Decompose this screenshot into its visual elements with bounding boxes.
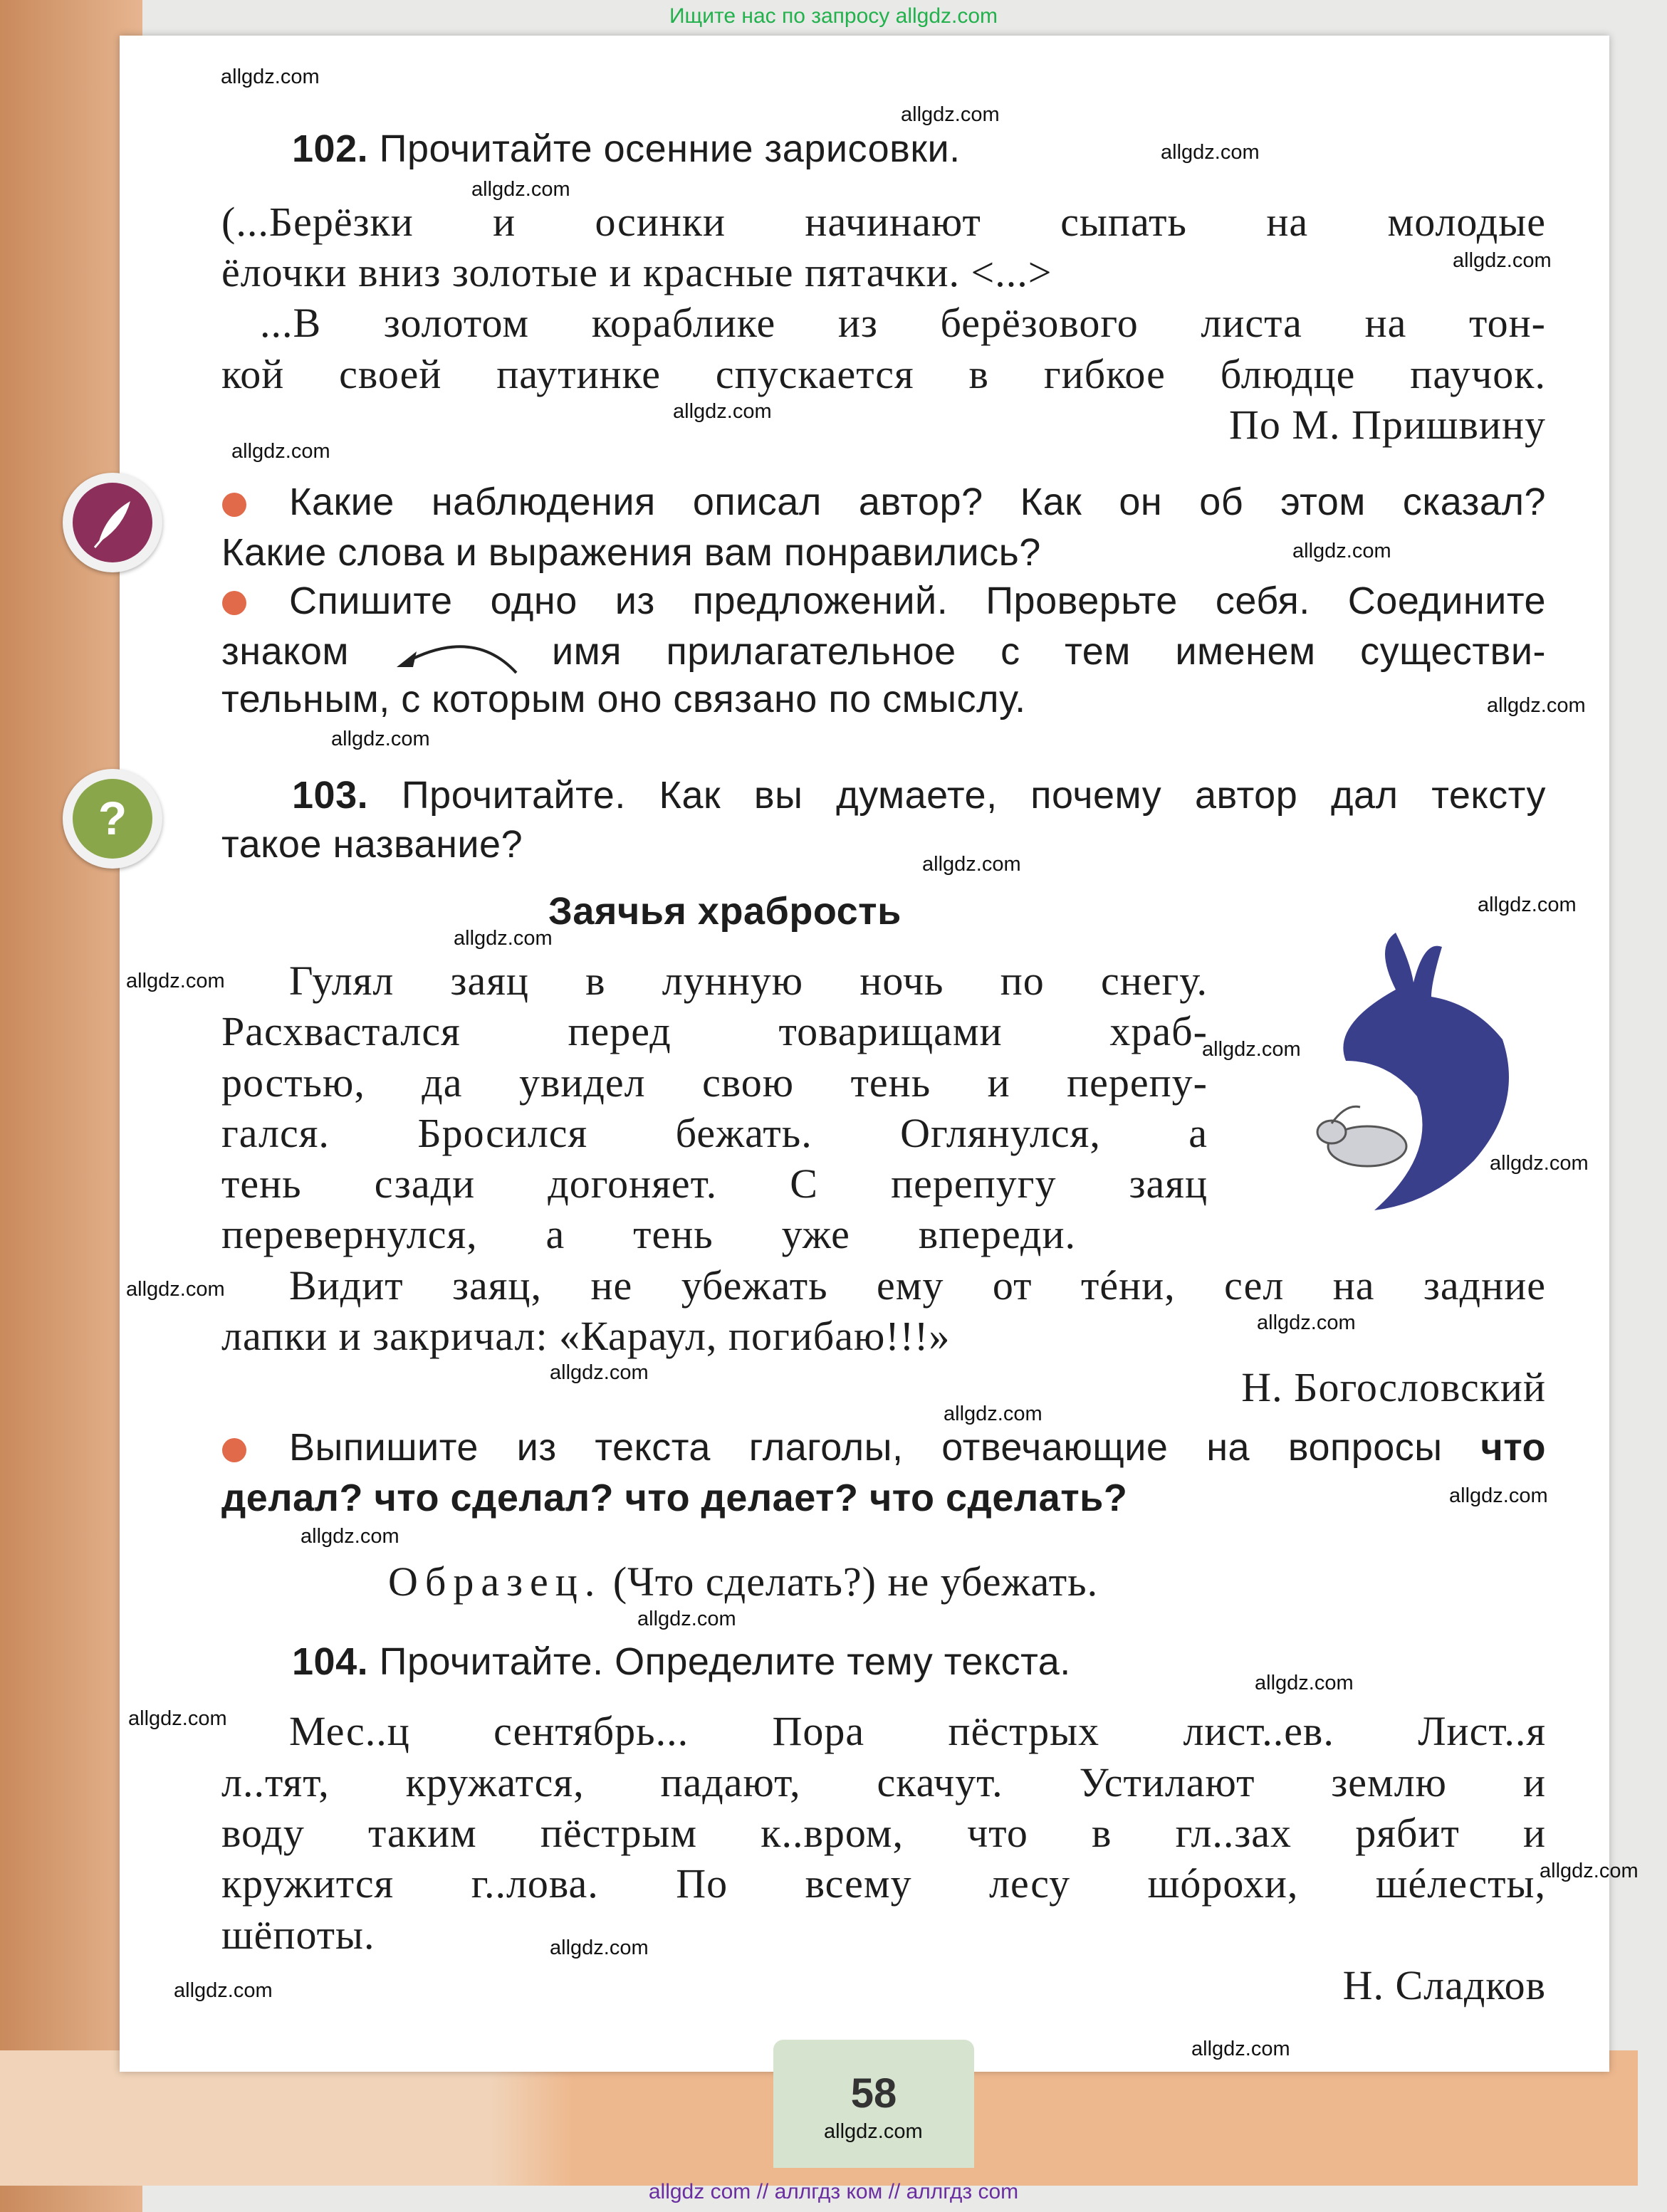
text-line: тень сзади догоняет. С перепугу заяц (221, 1160, 1208, 1207)
arc-arrow-icon (388, 630, 523, 680)
watermark: allgdz.com (126, 1278, 225, 1301)
watermark: allgdz.com (1487, 694, 1586, 717)
watermark: allgdz.com (550, 1361, 649, 1384)
text-line: (...Берёзки и осинки начинают сыпать на молодые (221, 199, 1546, 245)
author: Н. Сладков (1342, 1962, 1546, 2008)
text-line: лапки и закричал: «Караул, погибаю!!!» (221, 1313, 951, 1359)
watermark: allgdz.com (231, 440, 330, 463)
task: тельным, с которым оно связано по смыслу. (221, 678, 1026, 720)
watermark: allgdz.com (128, 1707, 227, 1730)
text-line: гался. Бросился бежать. Оглянулся, а (221, 1110, 1208, 1156)
task: имя прилагательное с тем именем существи- (552, 630, 1546, 673)
author: Н. Богословский (1241, 1364, 1546, 1410)
watermark: allgdz.com (1490, 1152, 1589, 1175)
text-line: Гулял заяц в лунную ночь по снегу. (289, 958, 1208, 1004)
exercise-number: 102. (292, 127, 369, 170)
watermark: allgdz.com (301, 1525, 399, 1548)
watermark: allgdz.com (824, 2120, 923, 2143)
question: Какие наблюдения описал автор? Как он об этом сказал? (289, 481, 1546, 523)
watermark: allgdz.com (1453, 249, 1552, 272)
task: знаком (221, 630, 350, 673)
text-line: перевернулся, а тень уже впереди. (221, 1211, 1076, 1257)
exercise-number: 103. (292, 774, 369, 817)
text-line: воду таким пёстрым к..вром, что в гл..зах рябит и (221, 1810, 1546, 1856)
watermark: allgdz.com (174, 1979, 273, 2002)
watermark: allgdz.com (331, 728, 430, 750)
watermark: allgdz.com (944, 1403, 1042, 1425)
bullet-icon (222, 493, 246, 517)
instruction: Прочитайте. Как вы думаете, почему автор дал тексту (401, 774, 1546, 817)
watermark: allgdz.com (454, 927, 553, 950)
questions-bold: делал? что сделал? что делает? что сделать? (221, 1477, 1128, 1519)
watermark: allgdz.com (1191, 2038, 1290, 2060)
watermark: allgdz.com (1255, 1672, 1354, 1694)
bottom-note: allgdz com // аллгдз ком // аллгдз com (648, 2180, 1019, 2203)
watermark: allgdz.com (126, 970, 225, 992)
text-line: Видит заяц, не убежать ему от тéни, сел на задние (289, 1262, 1546, 1309)
text-line: ростью, да увидел свою тень и перепу- (221, 1059, 1208, 1106)
sample: (Что сделать?) не убежать. (612, 1558, 1099, 1605)
bullet-icon (222, 1438, 246, 1462)
watermark: allgdz.com (1202, 1038, 1301, 1061)
watermark: allgdz.com (673, 400, 772, 423)
instruction: Прочитайте. Определите тему текста. (379, 1640, 1071, 1683)
task: Выпишите из текста глаголы, отвечающие на вопросы (289, 1426, 1443, 1469)
watermark: allgdz.com (1257, 1311, 1356, 1334)
svg-text:?: ? (98, 792, 127, 844)
page-number: 58 (850, 2070, 897, 2117)
text-line: л..тят, кружатся, падают, скачут. Устилают землю и (221, 1759, 1546, 1805)
watermark: allgdz.com (550, 1936, 649, 1959)
question-word: что (1480, 1426, 1546, 1469)
story-title: Заячья храбрость (548, 890, 902, 933)
watermark: allgdz.com (901, 103, 1000, 126)
text-line: Мес..ц сентябрь... Пора пёстрых лист..ев. Лист..я (289, 1708, 1546, 1754)
text-line: ёлочки вниз золотые и красные пятачки. <...> (221, 249, 1052, 295)
watermark: allgdz.com (1540, 1860, 1639, 1882)
question-icon (63, 769, 162, 869)
author: По М. Пришвину (1228, 402, 1546, 448)
writing-feather-icon (63, 473, 162, 572)
watermark: allgdz.com (922, 853, 1021, 876)
text-line: шёпоты. (221, 1912, 375, 1958)
text-line: Расхвастался перед товарищами храб- (221, 1008, 1208, 1054)
top-note: Ищите нас по запросу allgdz.com (669, 4, 998, 28)
watermark: allgdz.com (637, 1608, 736, 1630)
text-line: кой своей паутинке спускается в гибкое блюдце паучок. (221, 351, 1546, 397)
exercise-number: 104. (292, 1640, 369, 1683)
question: Какие слова и выражения вам понравились? (221, 531, 1041, 574)
task: Спишите одно из предложений. Проверьте себя. Соедините (289, 580, 1546, 622)
bullet-icon (222, 591, 246, 615)
watermark: allgdz.com (1292, 540, 1391, 562)
text-line: ...В золотом кораблике из берёзового листа на тон- (260, 300, 1546, 346)
instruction: такое название? (221, 823, 523, 866)
sample-label: Образец. (388, 1558, 602, 1605)
watermark: allgdz.com (221, 65, 320, 88)
watermark: allgdz.com (1449, 1484, 1548, 1507)
watermark: allgdz.com (471, 178, 570, 201)
page-number-tab (773, 2040, 974, 2168)
watermark: allgdz.com (1161, 141, 1260, 164)
text-line: кружится г..лова. По всему лесу шóрохи, шéлесты, (221, 1860, 1546, 1907)
instruction: Прочитайте осенние зарисовки. (379, 127, 961, 170)
watermark: allgdz.com (1478, 893, 1577, 916)
